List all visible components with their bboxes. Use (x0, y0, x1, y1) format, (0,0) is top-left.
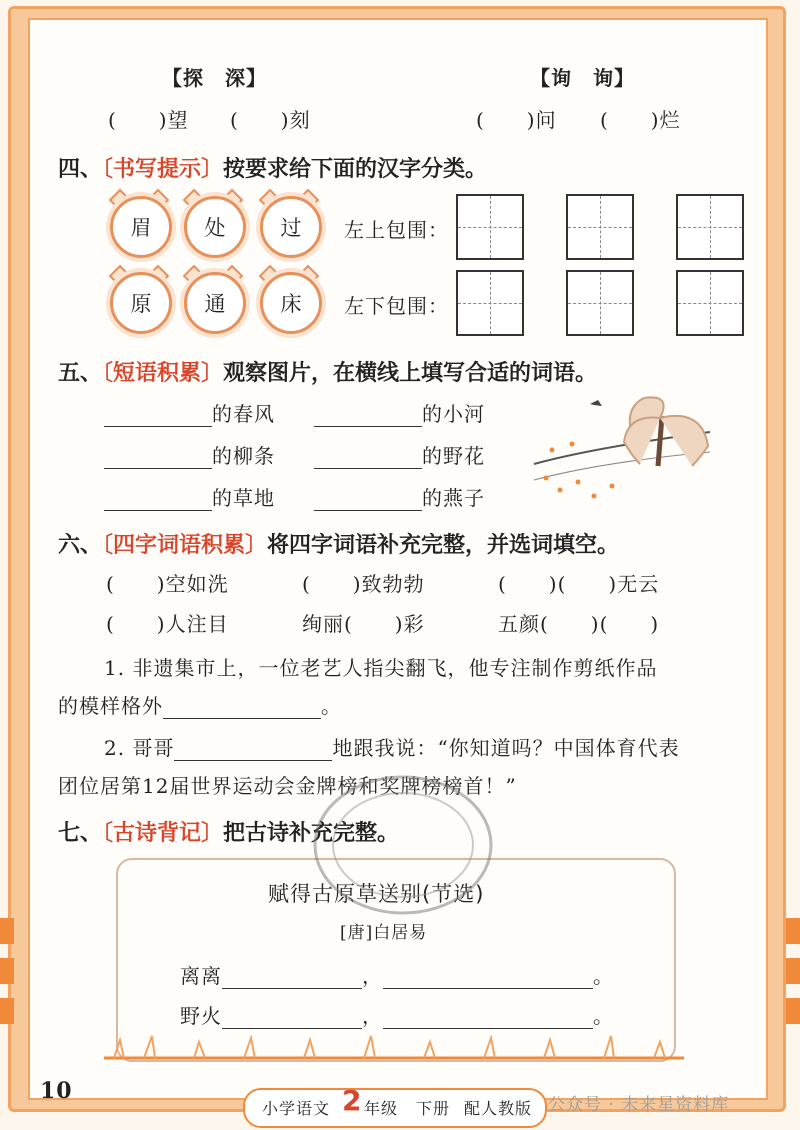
footer-volume: 下册 (416, 1099, 451, 1118)
wildflower-icon (610, 484, 615, 489)
poem-blank[interactable] (222, 1008, 362, 1029)
answer-blank[interactable] (174, 740, 332, 761)
char-badge: 过 (260, 196, 322, 258)
phrase-blank[interactable]: 的野花 (314, 440, 485, 469)
phrase-blank[interactable]: 的柳条 (104, 440, 275, 469)
footer-subject: 小学语文 (262, 1099, 331, 1118)
footer-grade-number: 2 (342, 1084, 363, 1117)
page-number: 10 (40, 1078, 73, 1104)
section-instruction: 按要求给下面的汉字分类。 (223, 156, 488, 182)
writing-grid[interactable] (566, 270, 634, 336)
char-badge: 床 (260, 272, 322, 334)
poem-blank[interactable] (383, 968, 593, 989)
grass-decoration (104, 1028, 684, 1062)
writing-grid[interactable] (676, 270, 744, 336)
side-tab-right-3 (786, 998, 800, 1024)
group-header-left: 【探 深】 (162, 66, 267, 90)
fill-item: ( )问 (476, 108, 557, 132)
section-number: 四、 (58, 156, 103, 182)
poem-blank[interactable] (383, 1008, 593, 1029)
swallow-icon (590, 400, 602, 406)
willow-branches (624, 397, 708, 466)
watermark-stamp-icon (308, 770, 498, 920)
writing-grid[interactable] (676, 194, 744, 260)
poem-blank[interactable] (222, 968, 362, 989)
wildflower-icon (550, 448, 555, 453)
writing-grid[interactable] (456, 270, 524, 336)
footer-edition: 配人教版 (464, 1099, 533, 1118)
writing-grid[interactable] (456, 194, 524, 260)
row-label-lower-left: 左下包围： (344, 294, 449, 318)
question-1-line-1: 1. 非遗集市上，一位老艺人指尖翻飞，他专注制作剪纸作品 (104, 656, 658, 680)
phrase-blank[interactable]: 的燕子 (314, 482, 485, 511)
phrase-blank[interactable]: 的小河 (314, 398, 485, 427)
section-instruction: 将四字词语补充完整，并选词填空。 (267, 532, 620, 558)
char-badge: 处 (184, 196, 246, 258)
phrase-blank[interactable]: 的草地 (104, 482, 275, 511)
question-2-line-1: 2. 哥哥 地跟我说：“你知道吗？中国体育代表 (104, 736, 680, 760)
section-number: 六、 (58, 532, 103, 558)
idiom-item: 绚丽( )彩 (302, 612, 425, 636)
poem-line-1: 离离 ， 。 (180, 964, 614, 988)
side-tab-right-2 (786, 958, 800, 984)
poem-author: [唐]白居易 (340, 923, 428, 943)
riverbank-line (534, 452, 710, 480)
poem-line-2: 野火 ， 。 (180, 1004, 614, 1028)
section-4-title (58, 152, 487, 183)
char-badge: 通 (184, 272, 246, 334)
section-tag: 〔古诗背记〕 (102, 820, 224, 846)
idiom-item: 五颜( )( ) (498, 612, 660, 636)
phrase-blank[interactable]: 的春风 (104, 398, 275, 427)
wildflower-icon (570, 442, 575, 447)
fill-item: ( )刻 (230, 108, 311, 132)
fill-item: ( )烂 (600, 108, 681, 132)
section-tag: 〔四字词语积累〕 (102, 532, 268, 558)
idiom-item: ( )致勃勃 (302, 572, 425, 596)
idiom-item: ( )空如洗 (106, 572, 229, 596)
willow-trunk (658, 416, 662, 466)
wildflower-icon (544, 476, 549, 481)
char-badge: 眉 (110, 196, 172, 258)
question-1-line-2: 的模样格外 。 (58, 694, 342, 718)
section-5-title (58, 356, 597, 387)
question-2-line-2: 团位居第12届世界运动会金牌榜和奖牌榜榜首！” (58, 774, 517, 798)
char-badge: 原 (110, 272, 172, 334)
fill-item: ( )望 (108, 108, 189, 132)
section-instruction: 把古诗补充完整。 (223, 820, 400, 846)
idiom-item: ( )人注目 (106, 612, 229, 636)
wildflower-icon (576, 480, 581, 485)
wildflower-icon (558, 488, 563, 493)
side-tab-left-2 (0, 958, 14, 984)
section-6-title (58, 528, 619, 559)
writing-grid[interactable] (566, 194, 634, 260)
section-tag: 〔短语积累〕 (102, 360, 224, 386)
section-instruction: 观察图片，在横线上填写合适的词语。 (223, 360, 598, 386)
section-tag: 〔书写提示〕 (102, 156, 224, 182)
spring-scene-illustration (532, 386, 712, 510)
side-tab-left-1 (0, 918, 14, 944)
wildflower-icon (592, 494, 597, 499)
row-label-upper-left: 左上包围： (344, 218, 449, 242)
footer-grade: 年级 (364, 1099, 399, 1118)
group-header-right: 【询 询】 (530, 66, 635, 90)
side-tab-left-3 (0, 998, 14, 1024)
answer-blank[interactable] (163, 698, 321, 719)
section-number: 五、 (58, 360, 103, 386)
poem-title: 赋得古原草送别(节选) (268, 882, 485, 906)
section-number: 七、 (58, 820, 103, 846)
watermark-text: 公众号 · 未来星资料库 (548, 1095, 730, 1115)
idiom-item: ( )( )无云 (498, 572, 660, 596)
side-tab-right-1 (786, 918, 800, 944)
